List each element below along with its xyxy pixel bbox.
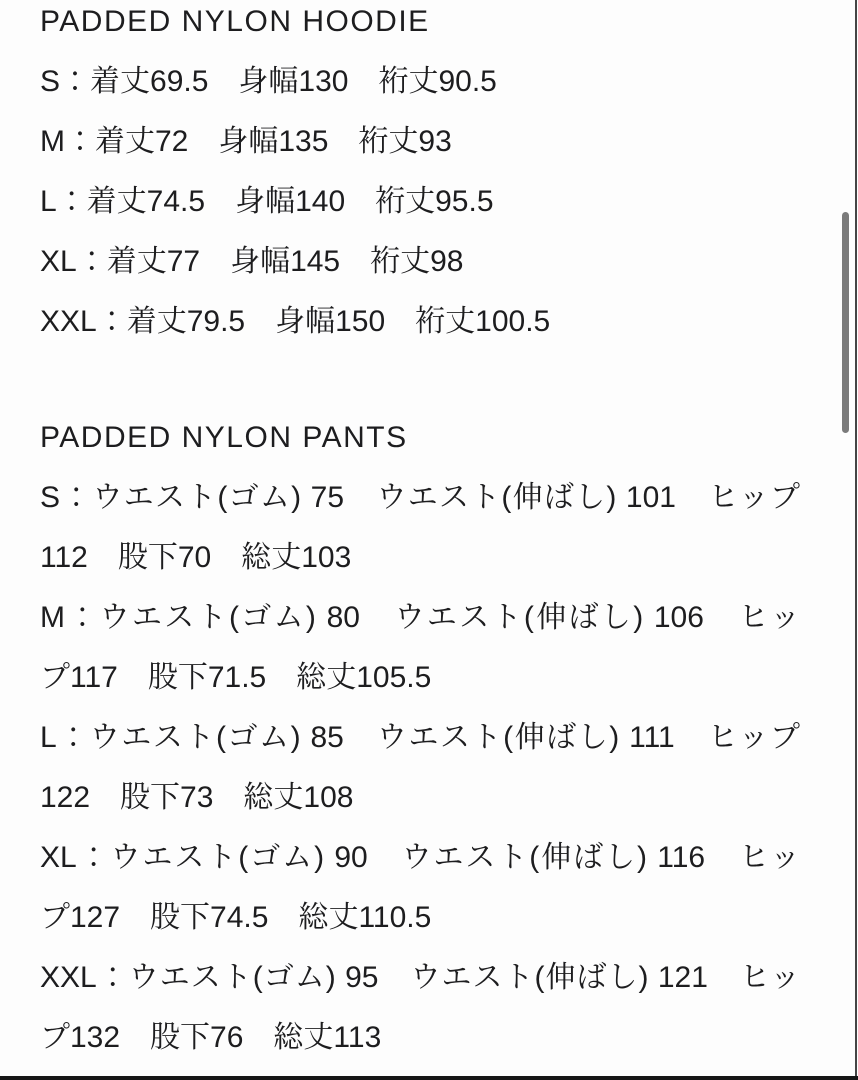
pants-size-row-l-line1: L：ウエスト(ゴム) 85 ウエスト(伸ばし) 111 ヒップ bbox=[40, 721, 800, 754]
pants-size-row-xl-line2: プ127 股下74.5 総丈110.5 bbox=[40, 901, 432, 934]
pants-size-row-l-line2: 122 股下73 総丈108 bbox=[40, 781, 354, 814]
hoodie-size-row-l: L：着丈74.5 身幅140 裄丈95.5 bbox=[40, 185, 494, 218]
section-title-pants: PADDED NYLON PANTS bbox=[40, 421, 408, 454]
pants-size-row-s-line1: S：ウエスト(ゴム) 75 ウエスト(伸ばし) 101 ヒップ bbox=[40, 481, 800, 514]
hoodie-size-row-xxl: XXL：着丈79.5 身幅150 裄丈100.5 bbox=[40, 305, 551, 338]
right-edge-border bbox=[855, 0, 857, 1080]
pants-size-row-xl-line1: XL：ウエスト(ゴム) 90 ウエスト(伸ばし) 116 ヒッ bbox=[40, 841, 800, 874]
pants-size-row-m-line2: プ117 股下71.5 総丈105.5 bbox=[40, 661, 432, 694]
pants-size-section bbox=[40, 408, 800, 1068]
section-title-hoodie: PADDED NYLON HOODIE bbox=[40, 5, 430, 38]
pants-size-row-xxl-line2: プ132 股下76 総丈113 bbox=[40, 1021, 382, 1054]
hoodie-size-row-xl: XL：着丈77 身幅145 裄丈98 bbox=[40, 245, 464, 278]
scrollbar-thumb[interactable] bbox=[842, 212, 849, 433]
pants-size-row-s-line2: 112 股下70 総丈103 bbox=[40, 541, 352, 574]
pants-size-row-m-line1: M：ウエスト(ゴム) 80 ウエスト(伸ばし) 106 ヒッ bbox=[40, 601, 800, 634]
pants-size-row-xxl-line1: XXL：ウエスト(ゴム) 95 ウエスト(伸ばし) 121 ヒッ bbox=[40, 961, 800, 994]
hoodie-size-row-s: S：着丈69.5 身幅130 裄丈90.5 bbox=[40, 65, 497, 98]
hoodie-size-row-m: M：着丈72 身幅135 裄丈93 bbox=[40, 125, 452, 158]
hoodie-size-section bbox=[40, 0, 800, 352]
bottom-edge-bar bbox=[0, 1076, 858, 1080]
size-chart-content bbox=[40, 0, 800, 1068]
